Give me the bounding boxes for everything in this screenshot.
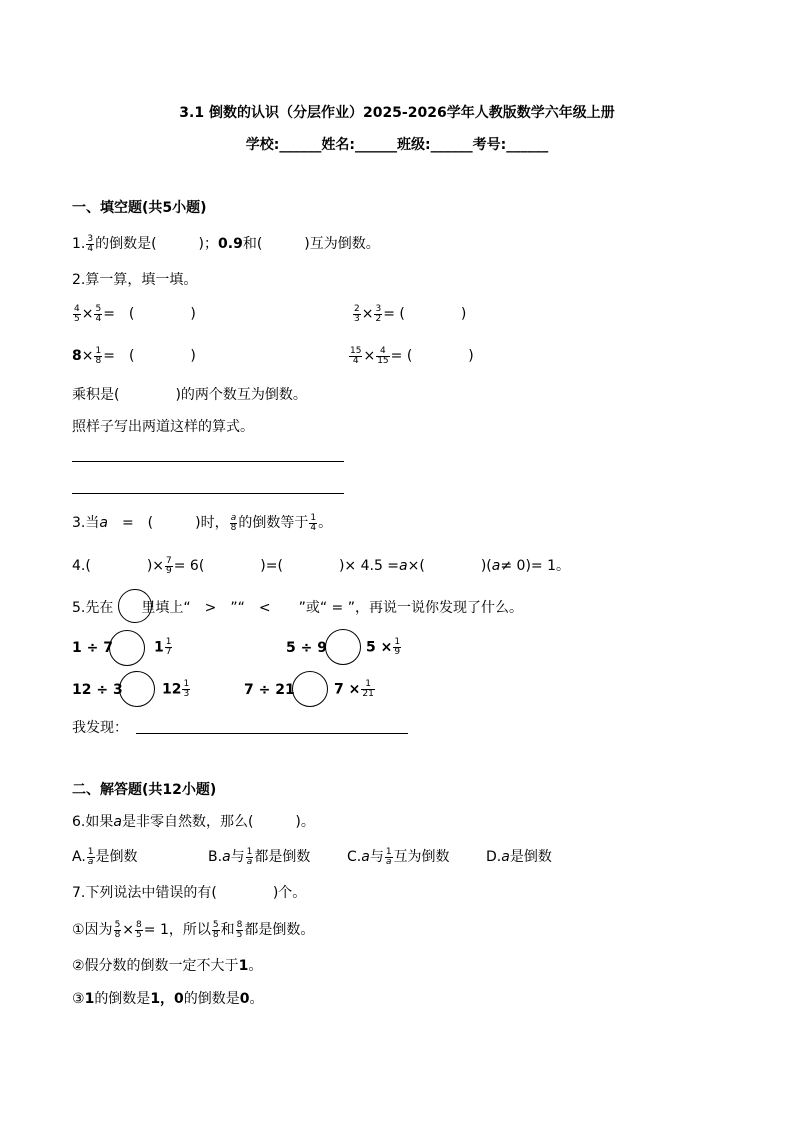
compare-3-circle[interactable] [119, 671, 155, 707]
q2-expression-3: 8× $\frac{1}{8}$ = ( ) [72, 345, 196, 366]
q2-conclusion: 乘积是( )的两个数互为倒数。 [72, 387, 307, 403]
student-info-line: 学校:______姓名:______班级:______考号:______ [245, 137, 549, 153]
question-2-title: 2.算一算，填一填。 [72, 272, 198, 288]
discover-answer-line[interactable] [136, 733, 408, 734]
question-1: 1. $\frac{3}{4}$ 的倒数是( )；0.9和( )互为倒数。 [72, 233, 380, 254]
section2-heading: 二、解答题(共12小题) [72, 782, 217, 798]
compare-3-right: 12 $\frac{1}{3}$ [162, 679, 190, 699]
compare-4-circle[interactable] [292, 671, 328, 707]
answer-line-1[interactable] [72, 461, 344, 462]
q6-option-a[interactable]: A. $\frac{1}{a}$ 是倒数 [72, 846, 138, 867]
q7-statement-1: ①因为 $\frac{5}{8}$ × $\frac{8}{5}$ = 1，所以 $\frac{5}{8}$ 和 $\frac{8}{5}$ 都是倒数。 [72, 919, 315, 940]
instruction-circle [118, 589, 152, 623]
q2-instruction: 照样子写出两道这样的算式。 [72, 419, 254, 435]
q2-expression-2: $\frac{2}{3}$ × $\frac{3}{2}$ = ( ) [354, 303, 467, 324]
question-4: 4.( )× $\frac{7}{9}$ = 6( )=( )× 4.5 =a×( )(a≠ 0)= 1。 [72, 555, 570, 576]
q2-expression-1: $\frac{4}{5}$ × $\frac{5}{4}$ = ( ) [74, 303, 196, 324]
q6-option-d[interactable]: D.a是倒数 [486, 849, 552, 865]
discover-label: 我发现： [72, 720, 128, 736]
q7-statement-3: ③1的倒数是1，0的倒数是0。 [72, 991, 264, 1007]
compare-2-circle[interactable] [325, 629, 361, 665]
answer-line-2[interactable] [72, 493, 344, 494]
compare-1-left: 1 ÷ 7 [72, 640, 113, 656]
question-5-instruction: 5.先在 里填上“ > ”“ < ”或“ = ”，再说一说你发现了什么。 [72, 600, 523, 616]
q6-option-c[interactable]: C.a与 $\frac{1}{a}$ 互为倒数 [347, 846, 450, 867]
compare-1-circle[interactable] [109, 630, 145, 666]
compare-2-left: 5 ÷ 9 [286, 640, 327, 656]
question-7-title: 7.下列说法中错误的有( )个。 [72, 885, 307, 901]
q1-fraction: $\frac{3}{4}$ [87, 233, 94, 254]
compare-4-left: 7 ÷ 21 [244, 682, 295, 698]
q7-statement-2: ②假分数的倒数一定不大于1。 [72, 958, 263, 974]
section1-heading: 一、填空题(共5小题) [72, 200, 207, 216]
page-title: 3.1 倒数的认识（分层作业）2025-2026学年人教版数学六年级上册 [179, 105, 615, 121]
compare-2-right: 5 × $\frac{1}{9}$ [366, 637, 401, 657]
compare-3-left: 12 ÷ 3 [72, 682, 123, 698]
compare-1-right: 1 $\frac{1}{7}$ [154, 637, 172, 657]
q1-number: 1. [72, 236, 86, 252]
question-6: 6.如果a是非零自然数，那么( )。 [72, 814, 315, 830]
compare-4-right: 7 × $\frac{1}{21}$ [334, 679, 374, 699]
question-3: 3.当a = ( )时， $\frac{a}{8}$ 的倒数等于 $\frac{1}{4}$ 。 [72, 512, 333, 533]
q2-expression-4: $\frac{15}{4}$ × $\frac{4}{15}$ = ( ) [350, 345, 474, 366]
q6-option-b[interactable]: B.a与 $\frac{1}{a}$ 都是倒数 [208, 846, 311, 867]
